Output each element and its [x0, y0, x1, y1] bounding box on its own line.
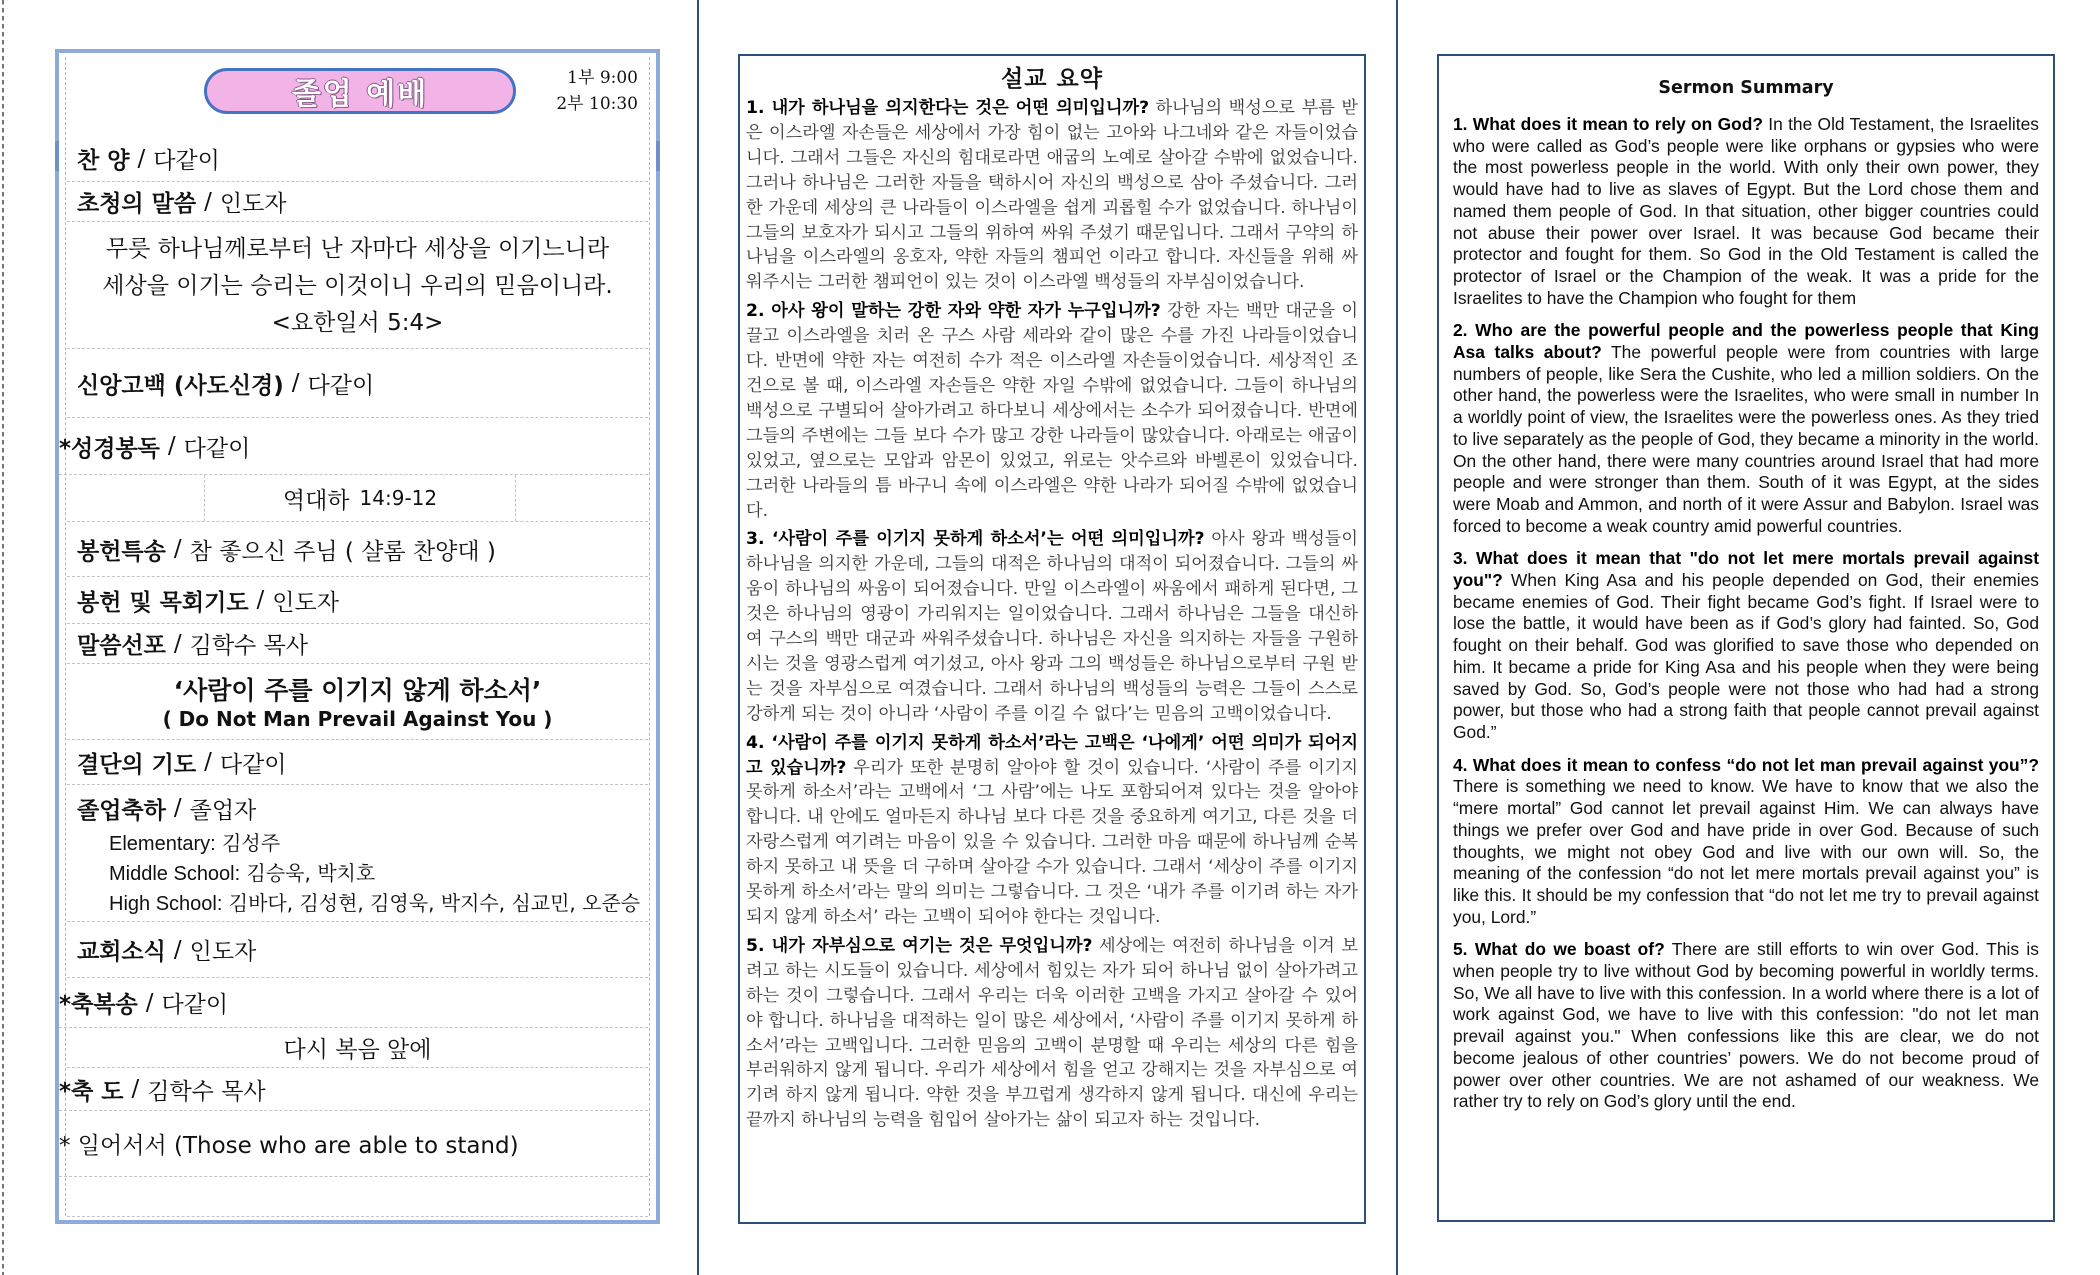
panel-divider-left — [697, 0, 699, 1275]
summary-paragraph-2 — [746, 299, 1358, 523]
scripture-reference: 14:9-12 — [359, 486, 438, 510]
summary-question: 5. What do we boast of? — [1453, 939, 1665, 960]
order-item-commitment-prayer: 결단의 기도 / 다같이 — [67, 739, 648, 785]
summary-paragraph-3 — [1453, 548, 2039, 743]
order-item-label: 교회소식 — [77, 939, 166, 965]
order-item-leader: 졸업자 — [189, 797, 257, 824]
sermon-summary-korean — [738, 54, 1366, 1224]
graduate-list — [109, 829, 640, 919]
summary-paragraph-5 — [1453, 939, 2039, 1113]
summary-answer: The powerful people were from countries with large numbers of people, like Sera the Cushite, who led a million soldiers. On the other hand, the powerless were the Israelites, who were small in number In a worldly point of view, the Israelites were the powerless ones. As they tried to live separately as the people of God, they became a minority in the world. On the other hand, there were many countries around Israel that had more people and were stronger than them. South of it was Egypt, at the sides were Moab and Ammon, and north of it were Assur and Babylon. Israel was forced to become a weak country amid powerful countries. — [1453, 342, 2039, 536]
invitation-verse — [67, 231, 648, 342]
order-item-leader: 김학수 목사 — [189, 633, 309, 659]
summary-paragraph-2 — [1453, 320, 2039, 537]
order-item-creed: 신앙고백 (사도신경) / 다같이 — [67, 348, 648, 418]
order-item-label: 졸업축하 — [77, 797, 166, 824]
summary-question: 3. What does it mean that "do not let mere mortals prevail against you"? — [1453, 548, 2039, 591]
scripture-book: 역대하 — [282, 487, 350, 514]
order-item-label: *성경봉독 — [59, 435, 160, 462]
verse-line-2: 세상을 이기는 승리는 이것이니 우리의 믿음이니라. — [102, 273, 613, 299]
order-item-leader: 인도자 — [189, 939, 257, 965]
summary-question: 4. What does it mean to confess “do not let man prevail against you”? — [1453, 754, 2039, 775]
sermon-title — [67, 671, 648, 731]
order-item-announcements: 교회소식 / 인도자 — [67, 921, 648, 978]
summary-answer: There are still efforts to win over God. This is when people try to live without God by becoming powerful in worldly terms. So, We all have to live with this confession. In a world where there is a lot of work against God, we have to live with this confession: "do not let man prevail against you." When confessions like this are clear, we do not become jealous of other countries’ powers. We do not become proud of power over other countries. We are not ashamed of our weakness. We rather try to rely on God’s glory until the end. — [1453, 939, 2039, 1112]
graduates-elementary: Elementary: 김성주 — [109, 831, 281, 855]
page-edge-dashes — [0, 0, 6, 1275]
summary-answer: In the Old Testament, the Israelites who were called as God’s people were like orphans or gypsies who were the most powerless people in the world. With only their own power, they would have had to live as slaves of Egypt. But the Lord chose them and named them people of God. In that situation, other bigger countries could not abuse their power over Israel. It was because God became their protector and fought for them. So God in the Old Testament is called the protector of Israel or the Champion of the weak. It was a pride for the Israelites to have the Champion who fought for them — [1453, 114, 2039, 308]
verse-reference: <요한일서 5:4> — [271, 310, 444, 336]
order-item-leader: 다같이 — [219, 751, 287, 778]
order-item-leader: 인도자 — [272, 589, 339, 616]
blessing-song-name: 다시 복음 앞에 — [283, 1037, 432, 1063]
summary-question: 2. Who are the powerful people and the powerless people that King Asa talks about? — [1453, 320, 2039, 363]
service-title: 졸업 예배 — [291, 77, 429, 112]
stand-note-text: * 일어서서 (Those who are able to stand) — [59, 1133, 519, 1159]
order-item-label: 봉헌 및 목회기도 — [77, 589, 249, 616]
summary-question: 2. 아사 왕이 말하는 강한 자와 약한 자가 누구입니까? — [746, 301, 1161, 322]
sermon-summary-english — [1437, 54, 2055, 1222]
summary-answer: 강한 자는 백만 대군을 이끌고 이스라엘을 치러 온 구스 사람 세라와 같이 많은 수를 가진 나라들이었습니다. 반면에 약한 자는 여전히 수가 적은 이스라엘 자손들이었습니다. 세상적인 조건으로 볼 때, 이스라엘 자손들은 약한 자일 수밖에 없었습니다. 그들이 하나님의 백성으로 구별되어 살아가려고 하다보니 세상에서는 소수가 되어졌습니다. 반면에 그들의 주변에는 그들 보다 수가 많고 강한 나라들이 많았습니다. 아래로는 애굽이 있었고, 옆으로는 모압과 암몬이 있었고, 위로는 앗수르와 바벨론이 있었습니다. 그러한 나라들의 틈 바구니 속에 이스라엘은 약한 나라가 되어질 수밖에 없었습니다. — [746, 301, 1358, 521]
order-item-leader: 다같이 — [183, 435, 251, 462]
order-item-sermon: 말씀선포 / 김학수 목사 — [67, 624, 648, 664]
blessing-song-title — [67, 1028, 648, 1068]
order-item-scripture-reading: *성경봉독 / 다같이 — [59, 418, 648, 475]
order-item-leader: 참 좋으신 주님 ( 샬롬 찬양대 ) — [189, 538, 496, 565]
order-item-label: 결단의 기도 — [77, 751, 197, 778]
stand-note — [59, 1111, 648, 1177]
order-item-label: 찬 양 — [77, 148, 130, 174]
order-bottom-line — [67, 1177, 648, 1217]
summary-paragraph-3 — [746, 527, 1358, 726]
sermon-title-korean: ‘사람이 주를 이기지 않게 하소서’ — [173, 676, 542, 705]
summary-paragraph-4 — [746, 731, 1358, 930]
order-item-leader: 김학수 목사 — [147, 1078, 266, 1105]
summary-answer: 우리가 또한 분명히 알아야 할 것이 있습니다. ‘사람이 주를 이기지 못하게 하소서’라는 고백에서 ‘그 사람’에는 나도 포함되어져 있다는 것을 알아야 합니다. 내 안에도 얼마든지 하나님 보다 다른 것을 중요하게 여기고, 다른 것을 더 자랑스럽게 여기려는 마음이 있을 수 있습니다. 그러한 마음 때문에 하나님께 순복하지 못하고 내 뜻을 더 구하며 살아갈 수가 있습니다. 그래서 ‘세상이 주를 이기지 못하게 하소서’라는 말의 의미는 그렇습니다. 그 것은 ‘내가 주를 이기려 하는 자가 되지 않게 하소서’ 라는 고백이 되어야 한다는 것입니다. — [746, 757, 1358, 927]
summary-answer: 하나님의 백성으로 부름 받은 이스라엘 자손들은 세상에서 가장 힘이 없는 고아와 나그네와 같은 자들이었습니다. 그래서 그들은 자신의 힘대로라면 애굽의 노예로 살아갈 수밖에 없었습니다. 그러나 하나님은 그러한 자들을 택하시어 자신의 백성으로 삼아 주셨습니다. 그러한 가운데 세상의 큰 나라들이 이스라엘을 쉽게 괴롭힐 수가 없었습니다. 하나님이 그들의 보호자가 되시고 그들의 위하여 싸워 주셨기 때문입니다. 그래서 구약의 하나님을 이스라엘의 옹호자, 약한 자들의 챔피언 이라고 합니다. 자신들을 위해 싸워주시는 그러한 챔피언이 있는 것이 이스라엘 백성들의 자부심이었습니다. — [746, 98, 1358, 293]
order-item-label: *축 도 — [59, 1078, 124, 1105]
summary-paragraph-5 — [746, 934, 1358, 1133]
summary-title-english: Sermon Summary — [1658, 78, 1834, 98]
summary-answer: 아사 왕과 백성들이 하나님을 의지한 가운데, 그들의 대적은 하나님의 대적이 되어졌습니다. 그들의 싸움이 하나님의 싸움이 되어졌습니다. 만일 이스라엘이 싸움에서 패하게 된다면, 그것은 하나님의 영광이 가리워지는 일이었습니다. 그래서 하나님은 그들을 대신하여 구스의 백만 대군과 싸워주셨습니다. 하나님은 자신을 의지하는 자들을 구원하시는 것을 영광스럽게 여기셨고, 아사 왕과 그의 백성들은 하나님으로부터 구원 받는 것을 자부심으로 여겼습니다. 그래서 하나님의 백성들의 능력은 그들이 스스로 강하게 되는 것이 아니라 ‘사람이 주를 이길 수 없다’는 믿음의 고백이었습니다. — [746, 529, 1358, 724]
summary-question: 3. ‘사람이 주를 이기지 못하게 하소서’는 어떤 의미입니까? — [746, 529, 1205, 550]
graduates-high-school: High School: 김바다, 김성현, 김영욱, 박지수, 심교민, 오준승 — [109, 891, 641, 915]
summary-paragraph-4 — [1453, 755, 2039, 929]
order-item-leader: 다같이 — [307, 372, 375, 399]
order-item-label: *축복송 — [59, 992, 138, 1018]
summary-answer: 세상에는 여전히 하나님을 이겨 보려고 하는 시도들이 있습니다. 세상에서 힘있는 자가 되어 하나님 없이 살아가려고 하는 것이 그렇습니다. 그래서 우리는 더욱 이러한 고백을 가지고 살아갈 수 있어야 합니다. 하나님을 대적하는 일이 많은 세상에서, ‘사람이 주를 이기지 못하게 하소서’라는 고백입니다. 그러한 믿음의 고백이 분명할 때 우리는 세상의 다른 힘을 부러워하지 않게 됩니다. 우리가 세상에서 힘을 얻고 강해지는 것을 자부심으로 여기려 하지 않게 됩니다. 약한 것을 부끄럽게 생각하지 않게 됩니다. 대신에 우리는 끝까지 하나님의 능력을 힘입어 살아가는 삶이 되고자 하는 것입니다. — [746, 935, 1358, 1131]
order-item-offering-song: 봉헌특송 / 참 좋으신 주님 ( 샬롬 찬양대 ) — [67, 521, 648, 577]
order-item-leader: 다같이 — [161, 992, 229, 1018]
order-item-hymn: 찬 양 / 다같이 — [67, 136, 648, 182]
summary-title-korean: 설교 요약 — [1001, 66, 1103, 92]
summary-question: 1. What does it mean to rely on God? — [1453, 114, 1763, 134]
summary-question: 1. 내가 하나님을 의지한다는 것은 어떤 의미입니까? — [746, 98, 1150, 118]
order-item-graduation: 졸업축하 / 졸업자 — [67, 785, 648, 831]
service-title-badge — [204, 68, 516, 114]
summary-answer: There is something we need to know. We have to know that we also the “mere mortal” God cannot let prevail against Him. We can always have things we prefer over God and have pride in over God. Because of such thoughts, we might not obey God and live with our own will. So, the meaning of the confession “do not let mere mortals prevail against you” is like this. It should be my confession that “do not let me try to prevail against you, Lord.” — [1453, 776, 2039, 927]
order-item-offering-prayer: 봉헌 및 목회기도 / 인도자 — [67, 577, 648, 624]
order-item-label: 초청의 말씀 — [77, 191, 197, 217]
summary-answer: When King Asa and his people depended on God, their enemies became enemies of God. Their fight became God’s fight. If Israel were to lose the battle, it would have been as if God’s glory had fainted. So, God fought on their behalf. God was glorified to save those who depended on him. It became a pride for King Asa and his people when they were being saved by God. So, God’s people were not those who had had a strong power, but those who had a strong faith that people cannot prevail against God.” — [1453, 570, 2039, 742]
order-item-blessing-song: *축복송 / 다같이 — [59, 978, 648, 1028]
order-item-call-to-worship: 초청의 말씀 / 인도자 — [67, 182, 648, 222]
panel-divider-right — [1396, 0, 1398, 1275]
order-item-label: 봉헌특송 — [77, 538, 166, 565]
first-service-time: 1부 9:00 — [567, 68, 638, 88]
sermon-title-english: ( Do Not Man Prevail Against You ) — [162, 707, 553, 731]
order-item-label: 신앙고백 (사도신경) — [77, 372, 284, 399]
order-item-benediction: *축 도 / 김학수 목사 — [59, 1068, 648, 1111]
summary-paragraph-1 — [746, 96, 1358, 295]
order-item-label: 말씀선포 — [77, 633, 166, 659]
summary-question: 4. ‘사람이 주를 이기지 못하게 하소서’라는 고백은 ‘나에게’ 어떤 의미가 되어지고 있습니까? — [746, 732, 1358, 778]
order-item-leader: 인도자 — [219, 191, 287, 217]
summary-paragraph-1 — [1453, 114, 2039, 309]
graduates-middle-school: Middle School: 김승욱, 박치호 — [109, 861, 376, 885]
worship-order-panel — [55, 49, 660, 1224]
service-times — [556, 65, 638, 117]
verse-line-1: 무릇 하나님께로부터 난 자마다 세상을 이기느니라 — [105, 236, 610, 262]
scripture-passage — [204, 475, 516, 521]
second-service-time: 2부 10:30 — [556, 94, 638, 114]
summary-question: 5. 내가 자부심으로 여기는 것은 무엇입니까? — [746, 935, 1093, 956]
order-item-leader: 다같이 — [153, 148, 220, 174]
